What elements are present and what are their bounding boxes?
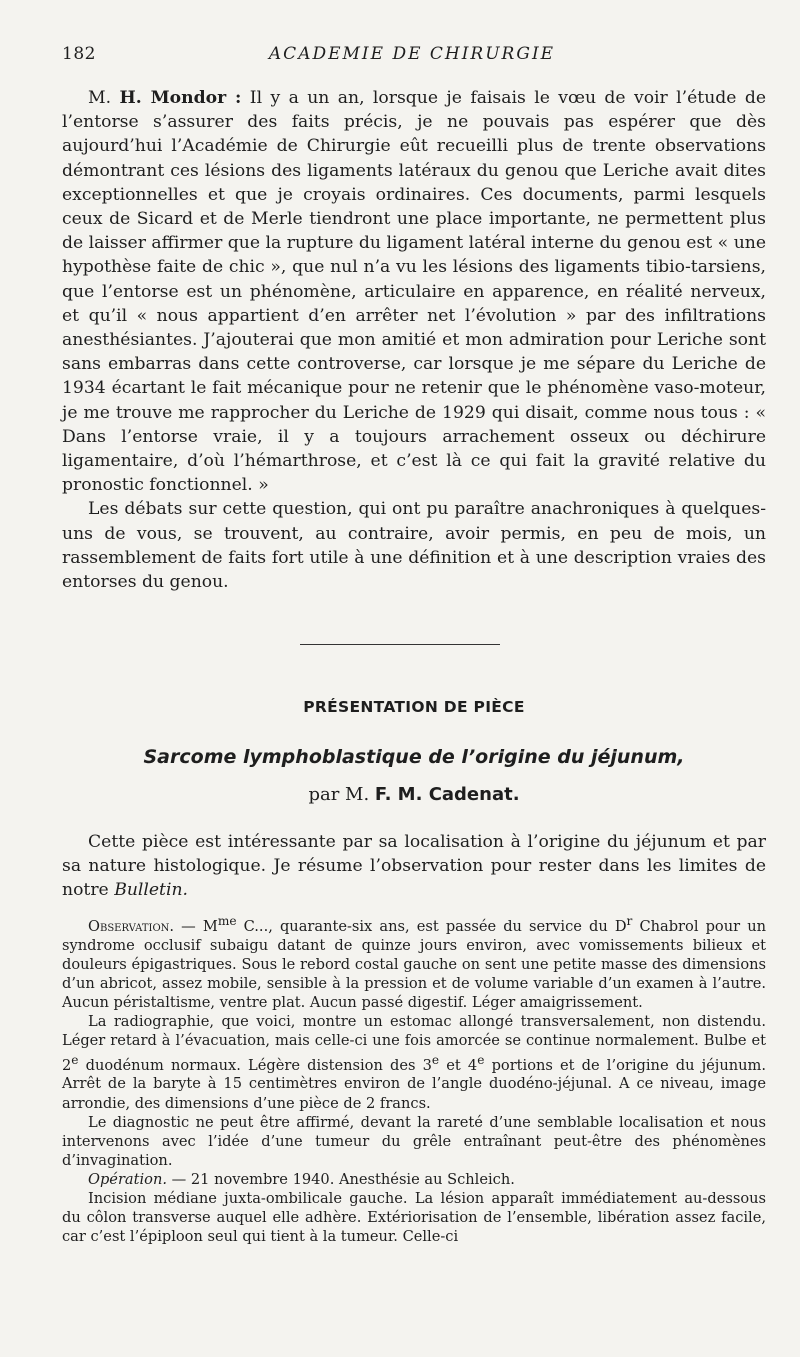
text-segment: et 4 xyxy=(439,1056,478,1074)
intro-text xyxy=(62,830,766,902)
observation-paragraph: Incision médiane juxta-ombilicale gauche. La lésion apparaît immédiatement au-dessous du côlon transverse auquel elle adhère. Extériorisation de l’ensemble, libération assez facile, car c’est l’épiploon seul qui tient à la tumeur. Celle-ci xyxy=(62,1190,766,1246)
observation-text xyxy=(62,912,766,1246)
section-heading: PRÉSENTATION DE PIÈCE xyxy=(303,698,525,716)
article-title: Sarcome lymphoblastique de l’origine du jéjunum, xyxy=(143,746,685,768)
speaker-title: M. xyxy=(88,88,120,108)
observation-paragraph: Le diagnostic ne peut être affirmé, devant la rareté d’une semblable localisation et nous intervenons avec l’idée d’une tumeur du grêle entraînant peut-être des phénomènes d’invagination. xyxy=(62,1113,766,1169)
section-divider xyxy=(300,644,500,645)
superscript: me xyxy=(217,914,237,928)
text-segment: Chabrol pour un syndrome occlusif subaigu datant de quinze jours environ, avec vomissements bilieux et douleurs épigastriques. Sous le rebord costal gauche on sent une petite masse des dimensions d’un abricot, assez mobile, sensible à la pression et de volume variable d’un examen à l’autre. Aucun péristaltisme, ventre plat. Aucun passé digestif. Léger amaigrissement. xyxy=(62,917,766,1012)
discussion-paragraph: Les débats sur cette question, qui ont pu paraître anachroniques à quelques-uns de vous, se trouvent, au contraire, avoir permis, en peu de mois, un rassemblement de faits fort utile à une définition et à une description vraies des entorses du genou. xyxy=(62,499,766,593)
text-segment: duodénum normaux. Légère distension des 3 xyxy=(78,1056,432,1074)
superscript: e xyxy=(71,1052,79,1067)
superscript: e xyxy=(431,1052,440,1067)
byline-prefix: par M. xyxy=(308,784,375,805)
text-segment: — 21 novembre 1940. Anesthésie au Schleich. xyxy=(166,1170,515,1188)
observation-paragraph xyxy=(62,912,766,1012)
intro-text-before: Cette pièce est intéressante par sa localisation à l’origine du jéjunum et par sa nature histologique. Je résume l’observation pour rester dans les limites de notre xyxy=(62,832,766,900)
discussion-paragraph xyxy=(62,86,766,497)
running-title: ACADEMIE DE CHIRURGIE xyxy=(268,44,556,64)
byline-author: F. M. Cadenat. xyxy=(374,784,520,805)
observation-paragraph xyxy=(62,1012,766,1112)
discussion-text xyxy=(62,86,766,594)
operation-label: Opération. xyxy=(88,1170,167,1188)
byline xyxy=(62,784,766,805)
page-header xyxy=(62,44,762,68)
text-segment: — M xyxy=(174,917,218,935)
text-segment: portions et de l’origine du jéjunum. Arrêt de la baryte à 15 centimètres environ de l’angle duodéno-jéjunal. A ce niveau, image arrondie, des dimensions d’une pièce de 2 francs. xyxy=(62,1056,766,1112)
paragraph-text: Il y a un an, lorsque je faisais le vœu de voir l’étude de l’entorse s’assurer des faits précis, je ne pouvais pas espérer que dès aujourd’hui l’Académie de Chirurgie eût recueilli plus de trente observations démontrant ces lésions des ligaments latéraux du genou que Leriche avait dites exceptionnelles et que je croyais ordinaires. Ces documents, parmi lesquels ceux de Sicard et de Merle tiendront une place importante, ne permettent plus de laisser affirmer que la rupture du ligament latéral interne du genou est « une hypothèse faite de chic », que nul n’a vu les lésions des ligaments tibio-tarsiens, que l’entorse est un phénomène, articulaire en apparence, en réalité nerveux, et qu’il « nous appartient d’en arrêter net l’évolution » par des infiltrations anesthésiantes. J’ajouterai que mon amitié et mon admiration pour Leriche sont sans embarras dans cette controverse, car lorsque je me sépare du Leriche de 1934 écartant le fait mécanique pour ne retenir que le phénomène vaso-moteur, je me trouve me rapprocher du Leriche de 1929 qui disait, comme nous tous : « Dans l’entorse vraie, il y a toujours arrachement osseux ou déchirure ligamentaire, d’où l’hémarthrose, et c’est là ce qui fait la gravité relative du pronostic fonctionnel. » xyxy=(62,88,767,496)
intro-paragraph xyxy=(62,830,766,902)
text-segment: C..., quarante-six ans, est passée du service du D xyxy=(236,917,627,935)
superscript: e xyxy=(477,1052,485,1067)
operation-paragraph xyxy=(62,1170,766,1189)
bulletin-title: Bulletin. xyxy=(114,880,188,900)
page-number: 182 xyxy=(62,44,96,64)
speaker-colon: : xyxy=(226,88,242,108)
superscript: r xyxy=(626,914,633,928)
observation-label: Observation. xyxy=(88,917,175,935)
speaker-name: H. Mondor xyxy=(119,88,227,108)
text-segment: La radiographie, que voici, montre un estomac allongé transversalement, non distendu. Léger retard à l’évacuation, mais celle-ci une fois amorcée se continue normalement. Bulbe et 2 xyxy=(62,1013,766,1074)
